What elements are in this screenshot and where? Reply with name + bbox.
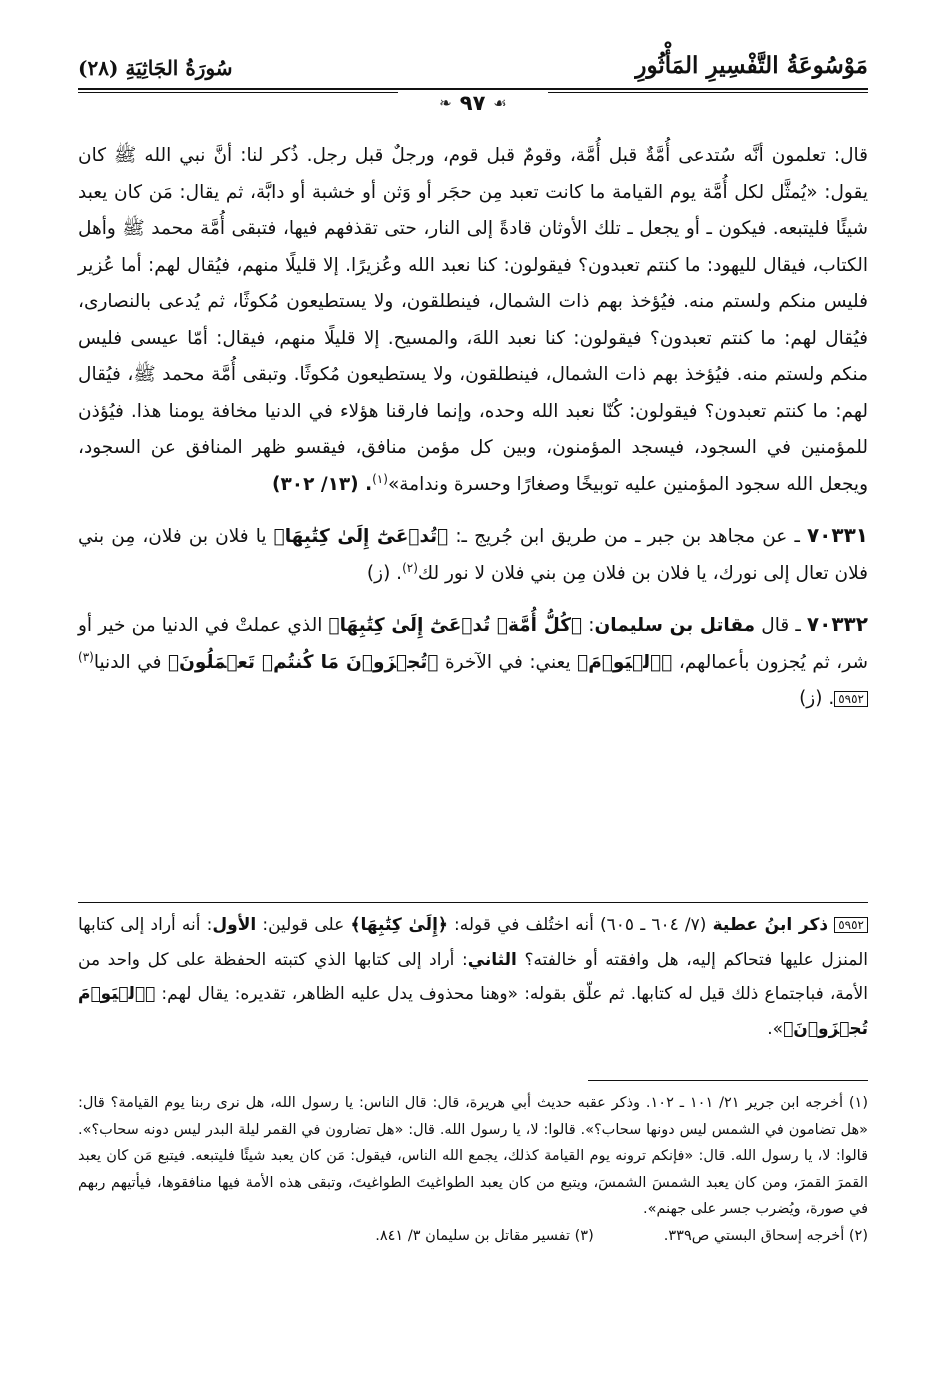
page-number: ٩٧ [459,91,486,115]
quran-quote: ﴿تُجۡزَوۡنَ مَا كُنتُمۡ تَعۡمَلُونَ﴾ [168,651,439,673]
entry-70332 [78,606,868,718]
quran-quote: ﴿ٱلۡيَوۡمَ تُجۡزَوۡنَ﴾ [78,984,868,1039]
footnote-marker-2: (٢) [402,560,418,575]
entry-text: يعني: في الآخرة [438,651,578,673]
footnote-1: (١) أخرجه ابن جرير ٢١/ ١٠١ ـ ١٠٢. وذكر عقبه حديث أبي هريرة، قال: قال الناس: يا رسول الله، هل نرى ربنا يوم القيامة؟ قال: «هل تضامون في الشمس ليس دونها سحاب؟». قالوا: لا، يا رسول الله. قال: «هل تضارون في القمر ليلة البدر ليس دونه سحاب؟». قالوا: لا، يا رسول الله. قال: «فإنكم ترونه يوم القيامة كذلك، يجمع الله الناس، فيقول: مَن كان يعبد شيئًا فليتبعه. فيتبع مَن كان يعبد القمرَ القمرَ، ومن كان يعبد الشمسَ الشمسَ، ويتبع من كان يعبد الطواغيتَ الطواغيتَ، وتبقى هذه الأمة فيها منافقوها، فيأتيهم ربهم في صورة، ويُضرب جسر على جهنم». [78,1095,868,1217]
note-text: على قولين: [256,915,351,935]
entry-reference: . (ز) [799,688,835,709]
footnote-row [78,1223,868,1250]
main-text [78,138,868,718]
note-paragraph [78,908,868,1046]
note-tag: ٥٩٥٢ [834,691,868,707]
entry-number: ٧٠٣٣٢ [806,612,868,636]
quran-quote: ﴿ٱلۡيَوۡمَ﴾ [577,651,673,673]
note-text: : أراد إلى كتابها الذي كتبته الحفظة على كل واحد من الأمة، فباجتماع ذلك قيل له كتابها. ثم علّق بقوله: «وهنا محذوف يدل عليه الظاهر، تقديره: يقال لهم: [78,949,868,1004]
hadith-text: قال: تعلمون أنَّه سُتدعى أُمَّةٌ قبل أُمَّة، وقومٌ قبل قوم، ورجلٌ قبل رجل. ذُكر لنا: أنَّ نبي الله ﷺ كان يقول: «يُمثَّل لكل أُمَّة يوم القيامة ما كانت تعبد مِن حجَر أو وَثن أو خشبة أو دابَّة، ثم يقال: مَن كان يعبد شيئًا فليتبعه. فيكون ـ أو يجعل ـ تلك الأوثان قادةً إلى النار، حتى تقذفهم فيها، فتبقى أُمَّة محمد ﷺ وأهل الكتاب، فيقال لليهود: ما كنتم تعبدون؟ فيقولون: كنا نعبد الله وعُزيرًا. إلا قليلًا منهم، فيُقال لهم: أما عُزير فليس منكم ولستم منه. فيُؤخذ بهم ذات الشمال، فينطلقون، ولا يستطيعون مُكوثًا، ثم يُدعى بالنصارى، فيُقال لهم: ما كنتم تعبدون؟ فيقولون: كنا نعبد اللهَ، والمسيح. إلا قليلًا منهم، فيقال: أمّا عيسى فليس منكم ولستم منه. فيُؤخذ بهم ذات الشمال، فينطلقون، ولا يستطيعون مُكوثًا. وتبقى أُمَّة محمد ﷺ، فيُقال لهم: ما كنتم تعبدون؟ فيقولون: كُنّا نعبد الله وحده، وإنما فارقنا هؤلاء في الدنيا مخافة يومنا هذا. فيُؤذن للمؤمنين في السجود، فيسجد المؤمنون، وبين كل مؤمن منافق، فيقسو ظهر المنافق عن السجود، ويجعل الله سجود المؤمنين عليه توبيخًا وصغارًا وحسرة وندامة» [78,145,868,495]
ornament-left-icon: ❧ [439,94,452,112]
note-tag: ٥٩٥٢ [834,917,868,933]
note-author: ذكر ابنُ عطية [712,915,829,935]
entry-text: ـ عن مجاهد بن جبر ـ من طريق ابن جُريج ـ: [448,526,807,547]
footnote-2: (٢) أخرجه إسحاق البستي ص٣٣٩. [663,1227,868,1244]
entry-author: مقاتل بن سليمان [594,615,756,636]
note-separator [78,902,868,903]
quran-quote: ﴿كُلُّ أُمَّةٖ تُدۡعَىٰٓ إِلَىٰ كِتَٰبِهَا﴾ [328,615,583,636]
entry-text: ـ قال [755,615,807,636]
first-opinion-label: الأول [212,915,257,935]
quran-quote: ﴿إِلَىٰ كِتَٰبِهَا﴾ [350,915,448,935]
volume-reference: . (١٣/ ٣٠٢) [272,473,373,495]
book-title: مَوْسُوعَةُ التَّفْسِيرِ المَأْثُورِ [635,52,868,79]
ornament-right-icon: ☙ [493,94,507,112]
page-number-box [398,90,548,116]
quran-quote: ﴿تُدۡعَىٰٓ إِلَىٰ كِتَٰبِهَا﴾ [273,526,449,547]
entry-text: يا فلان بن فلان، مِن بني فلان تعال إلى نورك، يا فلان بن فلان مِن بني فلان لا نور لك [78,526,868,584]
note-text: : أنه أراد إلى كتابها المنزل عليها فتحاكم إليه، هل وافقته أو خالفته؟ [78,915,868,970]
footnote-marker-3: (٣) [78,649,94,664]
entry-text: : [582,615,595,636]
entry-reference: . (ز) [366,562,403,584]
entry-text: في الدنيا [93,651,168,673]
surah-title: سُورَةُ الجَاثِيَةِ (٢٨) [78,56,233,80]
hadith-paragraph [78,138,868,503]
entry-text: الذي عملتْ في الدنيا من خير أو شر، ثم يُجزون بأعمالهم، [78,615,868,673]
note-text: ». [767,1018,784,1039]
footnote-marker-1: (١) [372,471,388,486]
second-opinion-label: الثاني [467,949,517,970]
footnote-separator [588,1080,868,1081]
note-text: (٧/ ٦٠٤ ـ ٦٠٥) أنه اختُلف في قوله: [447,915,713,935]
entry-70331 [78,517,868,592]
footnotes [78,1090,868,1249]
footnote-3: (٣) تفسير مقاتل بن سليمان ٣/ ٨٤١. [375,1227,594,1244]
commentary-note [78,908,868,1046]
entry-number: ٧٠٣٣١ [806,523,868,547]
